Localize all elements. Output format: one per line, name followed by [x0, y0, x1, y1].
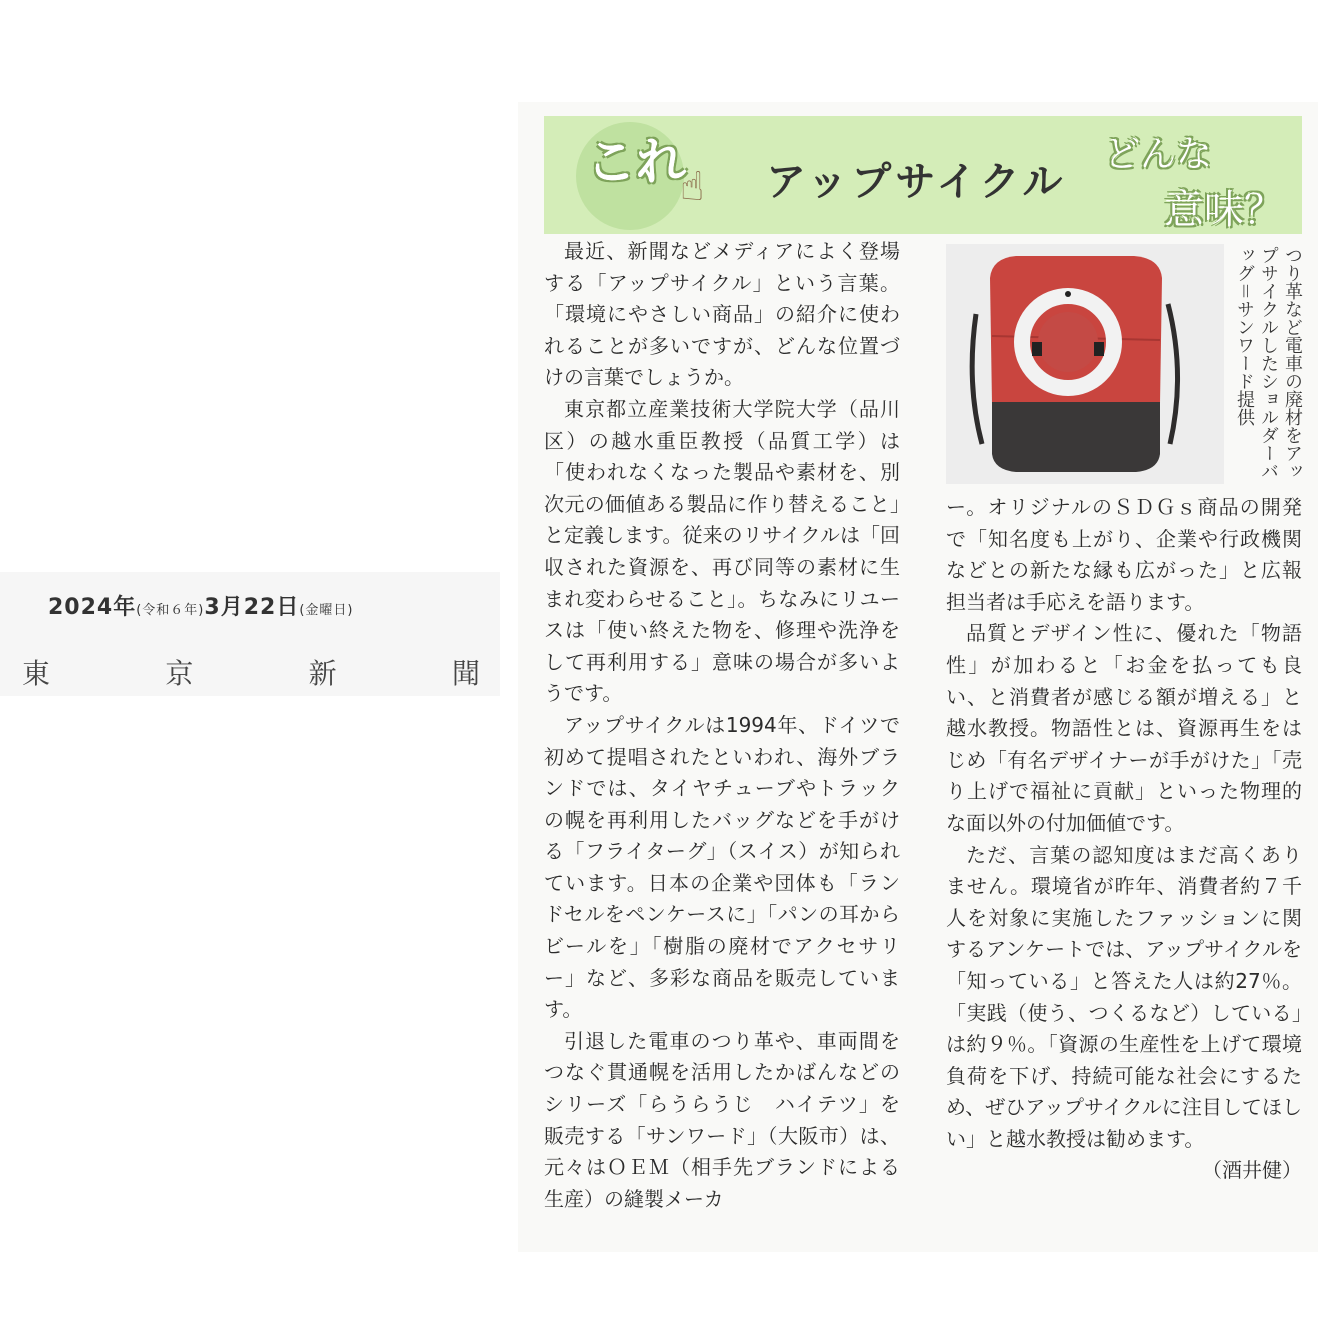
paragraph: 最近、新聞などメディアによく登場する「アップサイクル」という言葉。「環境にやさしい商品」の紹介に使われることが多いですが、どんな位置づけの言葉でしょうか。 [544, 239, 900, 390]
paragraph: アップサイクルは1994年、ドイツで初めて提唱されたといわれ、海外ブランドでは、タイヤチューブやトラックの幌を再利用したバッグなどを手がける「フライターグ」（スイス）が知られています。日本の企業や団体も「ランドセルをペンケースに」「パンの耳からビールを」「樹脂の廃材でアクセサリー」など、多彩な商品を販売しています。 [544, 712, 900, 1022]
date-year: 2024年 [48, 595, 137, 620]
banner-kore: これ [586, 133, 686, 191]
date-weekday: (金曜日) [299, 603, 354, 618]
paper-char: 東 [22, 657, 53, 690]
shoulder-bag-image [946, 244, 1224, 484]
dateline [48, 590, 353, 621]
date-era: (令和６年) [136, 603, 205, 618]
masthead-clipping [0, 572, 500, 696]
article-column-left [544, 236, 900, 1215]
paragraph: 東京都立産業技術大学院大学（品川区）の越水重臣教授（品質工学）は「使われなくなった製品や素材を、別次元の価値ある製品に作り替えること」と定義します。従来のリサイクルは「回収された資源を、再び同等の素材に生まれ変わらせること」。ちなみにリユースは「使い終えた物を、修理や洗浄をして再利用する」意味の場合が多いようです。 [544, 396, 900, 706]
paper-char: 京 [165, 657, 196, 690]
shoulder-bag-photo [946, 244, 1224, 484]
newspaper-name [22, 652, 482, 692]
article-clipping [518, 102, 1318, 1252]
paragraph-continuation: ー。オリジナルのＳＤＧｓ商品の開発で「知名度も上がり、企業や行政機関などとの新たな縁も広がった」と広報担当者は手応えを語ります。 [946, 495, 1302, 614]
byline: （酒井健） [1202, 1158, 1302, 1183]
paragraph: 品質とデザイン性に、優れた「物語性」が加わると「お金を払っても良い、と消費者が感じる額が増える」と越水教授。物語性とは、資源再生をはじめ「有名デザイナーが手がけた」「売り上げで福祉に貢献」といった物理的な面以外の付加価値です。 [946, 621, 1302, 835]
paragraph: ただ、言葉の認知度はまだ高くありません。環境省が昨年、消費者約７千人を対象に実施したファッションに関するアンケートでは、アップサイクルを「知っている」と答えた人は約27％。「実践（使う、つくるなど）している」は約９％。「資源の生産性を上げて環境負荷を下げ、持続可能な社会にするため、ぜひアップサイクルに注目してほしい」と越水教授は勧めます。 [946, 842, 1302, 1151]
article-title: アップサイクル [766, 159, 1067, 205]
paragraph: 引退した電車のつり革や、車両間をつなぐ貫通幌を活用したかばんなどのシリーズ「らうらうじ ハイテツ」を販売する「サンワード」（大阪市）は、元々はＯＥＭ（相手先ブランドによる生産）の縫製メーカ [544, 1028, 900, 1211]
banner-donna: どんな [1104, 134, 1213, 175]
article-column-right [946, 492, 1302, 1187]
photo-caption: つり革など電車の廃材をアップサイクルしたショルダーバッグ＝サンワード提供 [1234, 246, 1303, 480]
pointing-hand-icon: ☝ [680, 164, 705, 210]
article-banner [544, 116, 1302, 234]
paper-char: 聞 [451, 657, 482, 690]
banner-imi: 意味？ [1164, 187, 1284, 233]
date-month-day: 3月22日 [204, 595, 300, 620]
paper-char: 新 [308, 657, 339, 690]
